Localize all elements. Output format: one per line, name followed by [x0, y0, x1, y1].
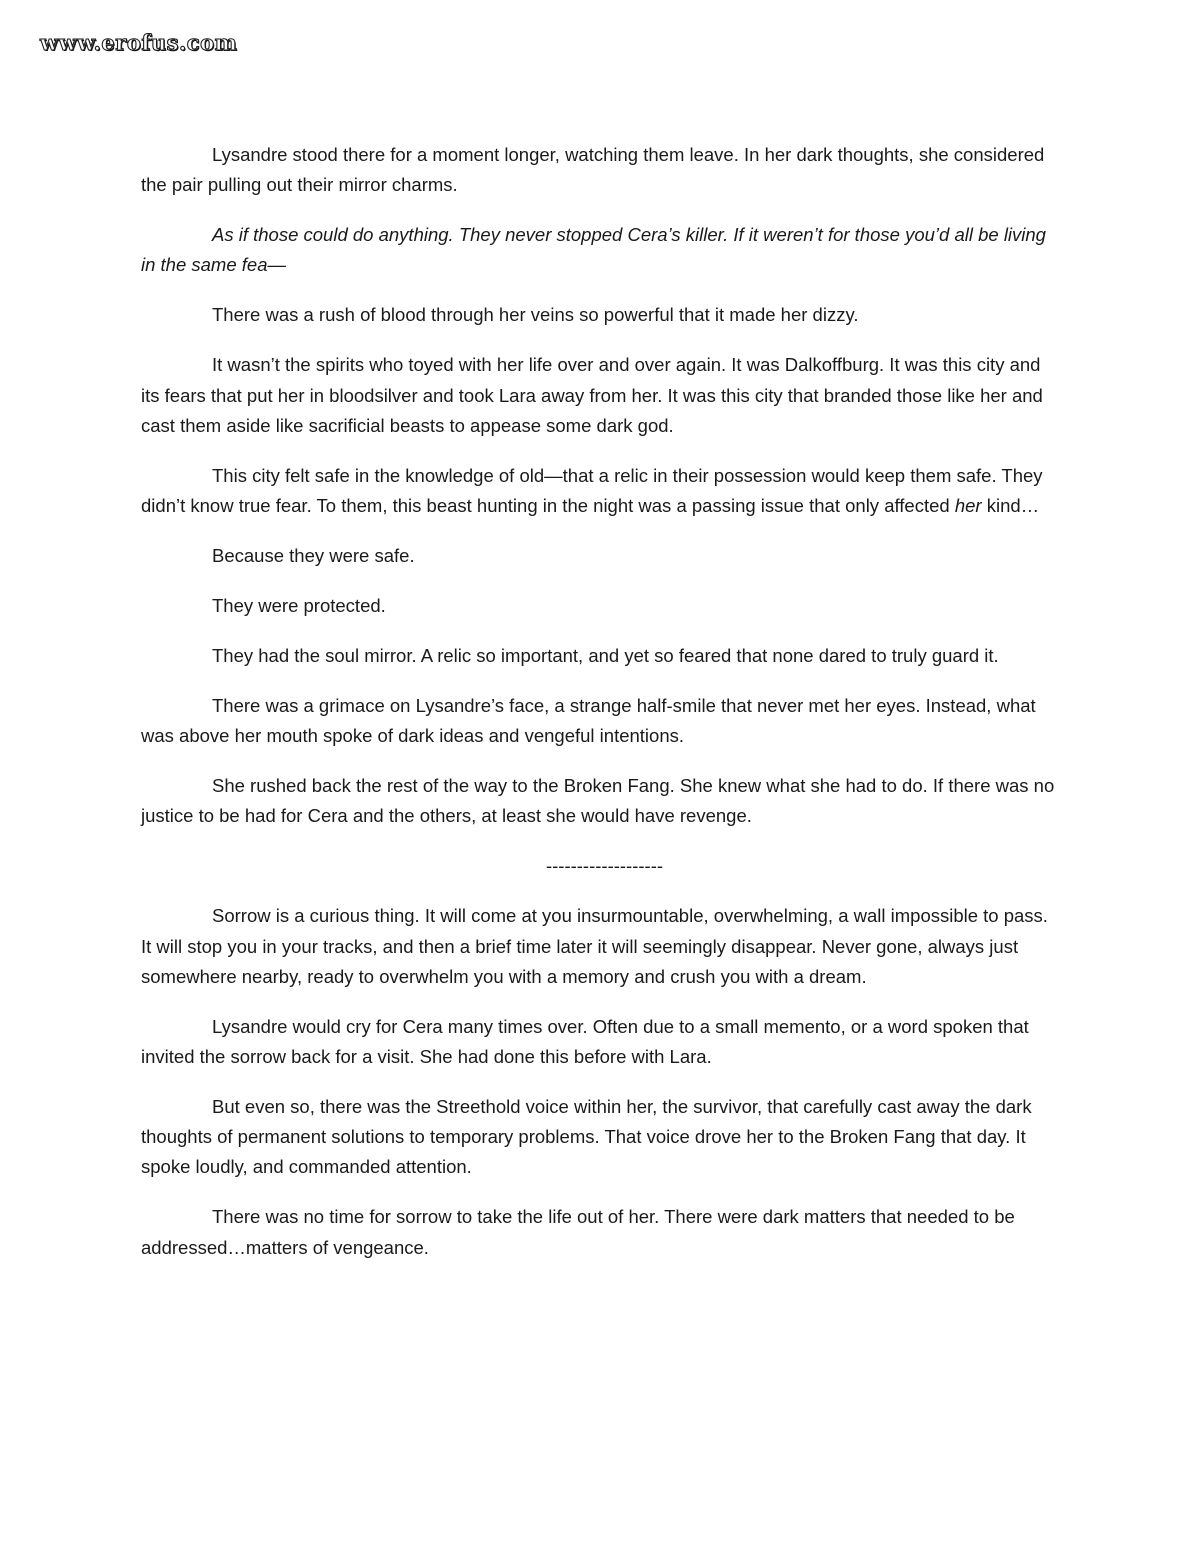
paragraph	[141, 461, 1061, 521]
paragraph: It wasn’t the spirits who toyed with her life over and over again. It was Dalkoffburg. It was this city and its fears that put her in bloodsilver and took Lara away from her. It was this city that branded those like her and cast them aside like sacrificial beasts to appease some dark god.	[141, 354, 1043, 436]
paragraph: There was no time for sorrow to take the life out of her. There were dark matters that needed to be addressed…matters of vengeance.	[141, 1206, 1015, 1258]
paragraph: She rushed back the rest of the way to the Broken Fang. She knew what she had to do. If there was no justice to be had for Cera and the others, at least she would have revenge.	[141, 775, 1055, 827]
paragraph: Sorrow is a curious thing. It will come at you insurmountable, overwhelming, a wall impossible to pass. It will stop you in your tracks, and then a brief time later it will seemingly disappear. Never gone, always just somewhere nearby, ready to overwhelm you with a memory and crush you with a dream.	[141, 905, 1048, 987]
italic-thought-paragraph: As if those could do anything. They never stopped Cera’s killer. If it weren’t for those you’d all be living in the same fea—	[141, 224, 1046, 276]
emphasized-word: her	[954, 495, 982, 517]
paragraph-text: This city felt safe in the knowledge of old—that a relic in their possession would keep them safe. They didn’t know true fear. To them, this beast hunting in the night was a passing issue that only affected	[141, 464, 1043, 517]
paragraph: Because they were safe.	[212, 545, 415, 567]
paragraph: But even so, there was the Streethold voice within her, the survivor, that carefully cast away the dark thoughts of permanent solutions to temporary problems. That voice drove her to the Broken Fang that day. It spoke loudly, and commanded attention.	[141, 1096, 1032, 1178]
paragraph-text-end: kind…	[981, 495, 1040, 517]
paragraph: Lysandre stood there for a moment longer, watching them leave. In her dark thoughts, she considered the pair pulling out their mirror charms.	[141, 144, 1045, 196]
paragraph: Lysandre would cry for Cera many times over. Often due to a small memento, or a word spoken that invited the sorrow back for a visit. She had done this before with Lara.	[141, 1015, 1029, 1068]
document-body	[141, 140, 1061, 1283]
paragraph: They were protected.	[212, 595, 386, 617]
paragraph: They had the soul mirror. A relic so important, and yet so feared that none dared to truly guard it.	[212, 645, 999, 667]
site-watermark: www.erofus.com	[40, 30, 238, 55]
paragraph: There was a grimace on Lysandre’s face, a strange half-smile that never met her eyes. Instead, what was above her mouth spoke of dark ideas and vengeful intentions.	[141, 695, 1036, 747]
scene-break: -------------------	[545, 855, 664, 877]
paragraph: There was a rush of blood through her veins so powerful that it made her dizzy.	[212, 304, 859, 326]
